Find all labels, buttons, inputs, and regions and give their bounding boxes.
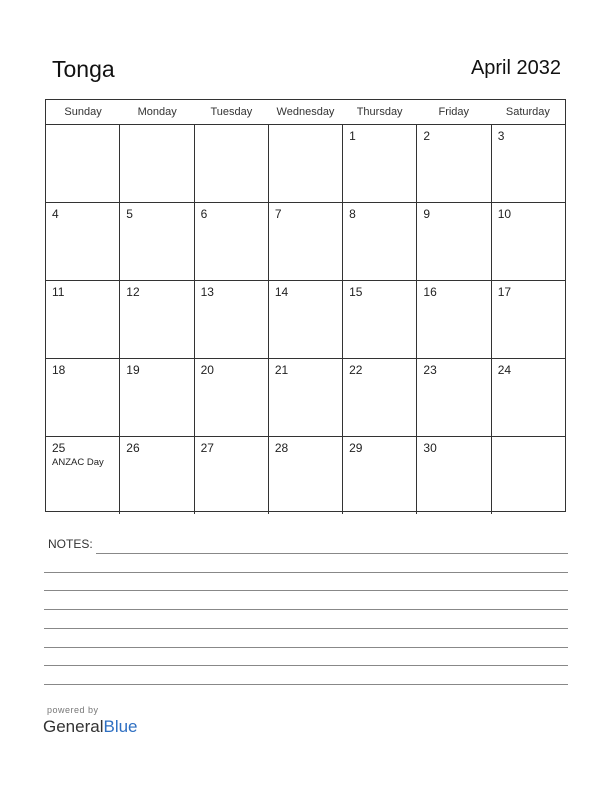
day-cell-24 xyxy=(492,359,565,436)
day-cell-12 xyxy=(120,281,194,358)
day-cell-empty xyxy=(269,125,343,202)
day-number: 7 xyxy=(274,207,282,221)
day-cell-empty xyxy=(195,125,269,202)
day-number: 23 xyxy=(423,363,437,377)
day-number: 3 xyxy=(497,129,505,143)
day-cell-26 xyxy=(120,437,194,514)
day-cell-3 xyxy=(492,125,565,202)
logo-general-text: General xyxy=(43,717,104,736)
day-cell-20 xyxy=(195,359,269,436)
day-number: 5 xyxy=(126,207,133,221)
day-number: 26 xyxy=(126,441,140,455)
day-cell-empty xyxy=(120,125,194,202)
day-cell-1 xyxy=(343,125,417,202)
notes-line xyxy=(96,553,568,554)
day-cell-empty xyxy=(492,437,565,514)
day-cell-9 xyxy=(417,203,491,280)
weekday-header-row xyxy=(46,100,565,125)
week-row xyxy=(46,437,565,514)
day-cell-22 xyxy=(343,359,417,436)
day-cell-4 xyxy=(46,203,120,280)
notes-line xyxy=(44,572,568,573)
day-number: 2 xyxy=(423,129,431,143)
notes-line xyxy=(44,647,568,648)
day-number: 24 xyxy=(497,363,512,377)
day-number: 4 xyxy=(52,207,59,221)
day-number: 21 xyxy=(274,363,289,377)
notes-label: NOTES: xyxy=(48,537,93,551)
day-number: 13 xyxy=(200,285,214,299)
calendar-grid xyxy=(45,99,566,512)
day-number: 16 xyxy=(423,285,437,299)
day-cell-13 xyxy=(195,281,269,358)
weekday-thursday: Thursday xyxy=(356,106,403,118)
day-number: 20 xyxy=(200,363,214,377)
day-number: 12 xyxy=(126,285,140,299)
week-row xyxy=(46,203,565,281)
week-row xyxy=(46,359,565,437)
month-year-title: April 2032 xyxy=(470,57,561,79)
day-number: 1 xyxy=(349,129,356,143)
generalblue-logo xyxy=(43,717,138,737)
day-number: 27 xyxy=(200,441,214,455)
country-title: Tonga xyxy=(52,56,115,82)
day-number: 18 xyxy=(52,363,66,377)
weekday-friday: Friday xyxy=(438,106,470,118)
day-cell-21 xyxy=(269,359,343,436)
day-number: 25 xyxy=(52,441,66,455)
day-cell-19 xyxy=(120,359,194,436)
day-cell-17 xyxy=(492,281,565,358)
day-number: 22 xyxy=(349,363,363,377)
day-cell-6 xyxy=(195,203,269,280)
day-number: 15 xyxy=(349,285,363,299)
day-cell-8 xyxy=(343,203,417,280)
day-cell-27 xyxy=(195,437,269,514)
day-cell-29 xyxy=(343,437,417,514)
weekday-monday: Monday xyxy=(137,106,177,118)
day-number: 8 xyxy=(349,207,356,221)
day-cell-10 xyxy=(492,203,565,280)
week-row xyxy=(46,281,565,359)
day-cell-30 xyxy=(417,437,491,514)
weekday-saturday: Saturday xyxy=(505,106,550,118)
day-number: 30 xyxy=(423,441,437,455)
notes-line xyxy=(44,684,568,685)
notes-line xyxy=(44,665,568,666)
week-row xyxy=(46,125,565,203)
day-cell-18 xyxy=(46,359,120,436)
notes-line xyxy=(44,609,568,610)
day-number: 6 xyxy=(200,207,208,221)
day-cell-2 xyxy=(417,125,491,202)
day-number: 17 xyxy=(497,285,512,299)
day-cell-25 xyxy=(46,437,120,514)
day-cell-11 xyxy=(46,281,120,358)
day-cell-28 xyxy=(269,437,343,514)
weekday-wednesday: Wednesday xyxy=(276,106,335,118)
day-number: 9 xyxy=(423,207,431,221)
day-number: 10 xyxy=(497,207,512,221)
notes-line xyxy=(44,590,568,591)
day-cell-empty xyxy=(46,125,120,202)
day-number: 19 xyxy=(126,363,140,377)
weeks-container xyxy=(46,125,565,514)
holiday-label: ANZAC Day xyxy=(52,457,104,468)
day-number: 28 xyxy=(274,441,289,455)
day-cell-7 xyxy=(269,203,343,280)
day-cell-15 xyxy=(343,281,417,358)
logo-blue-text: Blue xyxy=(103,717,138,736)
day-number: 29 xyxy=(349,441,363,455)
powered-by-text: powered by xyxy=(47,705,99,715)
weekday-sunday: Sunday xyxy=(64,106,102,118)
day-cell-14 xyxy=(269,281,343,358)
day-cell-5 xyxy=(120,203,194,280)
notes-line xyxy=(44,628,568,629)
day-number: 14 xyxy=(274,285,289,299)
day-cell-16 xyxy=(417,281,491,358)
weekday-tuesday: Tuesday xyxy=(210,106,253,118)
day-cell-23 xyxy=(417,359,491,436)
day-number: 11 xyxy=(52,285,65,299)
